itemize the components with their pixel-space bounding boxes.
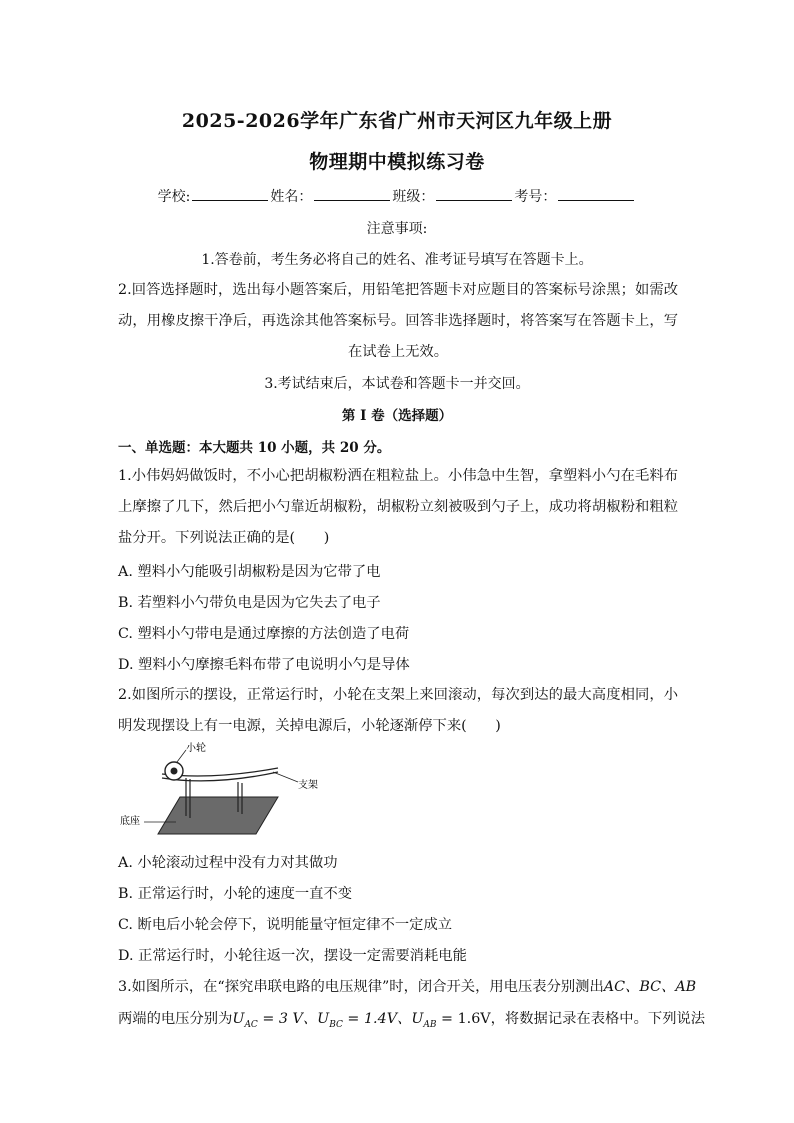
- school-blank[interactable]: [192, 188, 268, 201]
- voltage-ab-subscript: AB: [423, 1019, 437, 1030]
- voltage-bc-subscript: BC: [329, 1019, 343, 1030]
- question-2-option-a[interactable]: A. 小轮滚动过程中没有力对其做功: [118, 855, 338, 871]
- voltage-ac-subscript: AC: [244, 1019, 258, 1030]
- wheel-hub: [171, 768, 178, 775]
- question-1-option-c[interactable]: C. 塑料小勺带电是通过摩擦的方法创造了电荷: [118, 626, 410, 642]
- volume-heading: 第 I 卷（选择题）: [341, 408, 453, 424]
- exam-subtitle: 物理期中模拟练习卷: [309, 151, 485, 173]
- notice-item-2: 2.回答选择题时，选出每小题答案后，用铅笔把答题卡对应题目的答案标号涂黑；如需改动，用橡皮擦干净后，再选涂其他答案标号。回答非选择题时，将答案写在答题卡上，写在试卷上无效。: [118, 282, 678, 360]
- class-blank[interactable]: [436, 188, 512, 201]
- question-2-option-b[interactable]: B. 正常运行时，小轮的速度一直不变: [118, 886, 353, 902]
- question-3-line-1: [118, 976, 696, 996]
- notice-item-3: 3.考试结束后，本试卷和答题卡一并交回。: [264, 376, 530, 392]
- exam-title: 2025-2026学年广东省广州市天河区九年级上册: [181, 110, 613, 132]
- number-blank[interactable]: [558, 188, 634, 201]
- question-1-option-b[interactable]: B. 若塑料小勺带负电是因为它失去了电子: [118, 595, 381, 611]
- wheel-leader: [177, 750, 186, 762]
- frame-leader: [273, 772, 298, 782]
- base-label: 底座: [120, 816, 140, 827]
- wheel-label: 小轮: [186, 743, 206, 754]
- question-1-option-a[interactable]: A. 塑料小勺能吸引胡椒粉是因为它带了电: [118, 564, 381, 580]
- question-3-text-b: 两端的电压分别为: [118, 1011, 233, 1027]
- question-2-figure: [118, 742, 338, 842]
- question-1-option-d[interactable]: D. 塑料小勺摩擦毛料布带了电说明小勺是导体: [118, 657, 410, 673]
- name-blank[interactable]: [314, 188, 390, 201]
- question-1-stem: 1.小伟妈妈做饭时，不小心把胡椒粉洒在粗粒盐上。小伟急中生智，拿塑料小勺在毛料布上摩擦了几下，然后把小勺靠近胡椒粉，胡椒粉立刻被吸到勺子上，成功将胡椒粉和粗粒盐分开。下列说法正确的是( ): [118, 468, 678, 546]
- question-2-stem: 2.如图所示的摆设，正常运行时，小轮在支架上来回滚动，每次到达的最大高度相同，小明发现摆设上有一电源，关掉电源后，小轮逐渐停下来( ): [118, 687, 678, 734]
- question-2-option-d[interactable]: D. 正常运行时，小轮往返一次，摆设一定需要消耗电能: [118, 948, 467, 964]
- question-3-text-a: 3.如图所示，在“探究串联电路的电压规律”时，闭合开关，用电压表分别测出: [118, 979, 604, 995]
- frame-label: 支架: [298, 780, 318, 791]
- notice-heading: 注意事项:: [366, 221, 428, 237]
- name-label: 姓名：: [270, 189, 313, 205]
- notice-item-1: 1.答卷前，考生务必将自己的姓名、准考证号填写在答题卡上。: [201, 252, 593, 268]
- question-3-text-c: = 1.6V，将数据记录在表格中。下列说法: [436, 1011, 706, 1027]
- school-label: 学校:: [157, 189, 191, 205]
- section-heading: 一、单选题：本大题共 10 小题，共 20 分。: [118, 440, 391, 456]
- voltage-ac-symbol: U: [232, 1011, 245, 1027]
- question-3-line-2: [118, 1008, 705, 1030]
- base-platform: [158, 797, 278, 834]
- class-label: 班级：: [392, 189, 435, 205]
- voltage-bc-value: = 3 V、U: [257, 1011, 330, 1027]
- number-label: 考号：: [514, 189, 557, 205]
- student-info-line: [0, 186, 794, 206]
- question-2-option-c[interactable]: C. 断电后小轮会停下，说明能量守恒定律不一定成立: [118, 917, 453, 933]
- question-3-segments: AC、BC、AB: [603, 979, 697, 995]
- voltage-ab-value: = 1.4V、U: [342, 1011, 424, 1027]
